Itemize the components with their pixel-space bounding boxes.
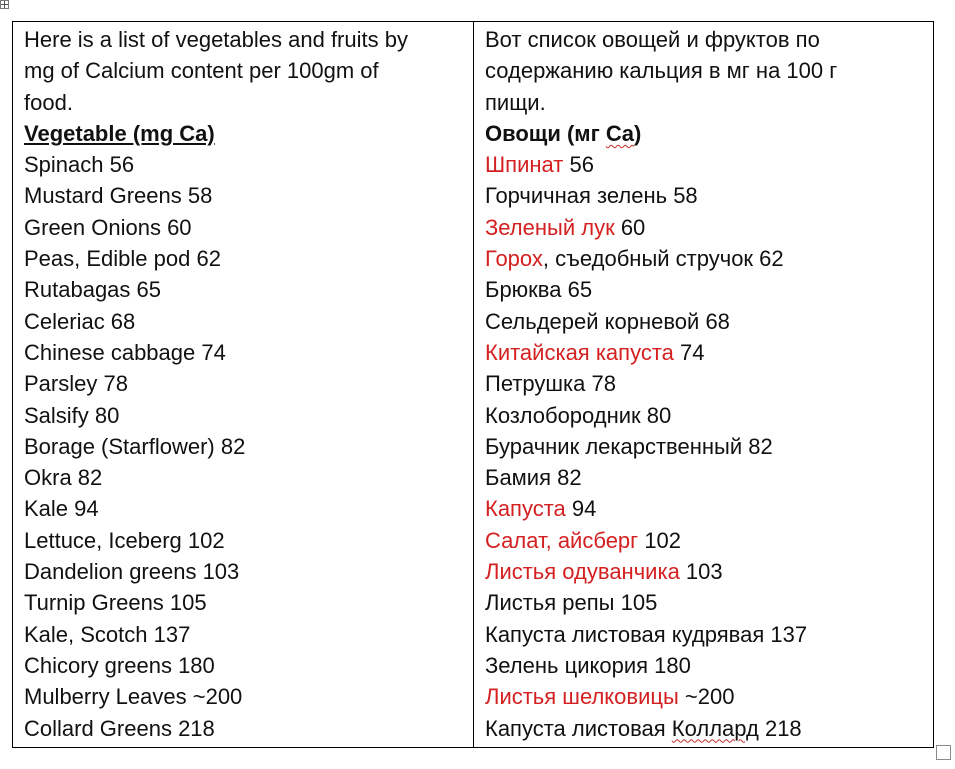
- highlighted-term: Шпинат: [485, 152, 564, 178]
- list-item: [485, 212, 923, 243]
- list-item: [485, 713, 923, 744]
- spellcheck-word: Коллард: [671, 715, 759, 741]
- item-text: Зелень цикория 180: [485, 652, 691, 678]
- list-item: Parsley 78: [24, 371, 128, 397]
- list-item: Dandelion greens 103: [24, 559, 240, 585]
- highlighted-term: Зеленый лук: [485, 214, 615, 240]
- intro-text-line: Вот список овощей и фруктов по: [485, 27, 820, 52]
- list-item: [485, 180, 923, 211]
- english-column[interactable]: [13, 22, 474, 748]
- list-item: [485, 337, 923, 368]
- list-item: Mulberry Leaves ~200: [24, 684, 243, 710]
- list-item: Turnip Greens 105: [24, 590, 207, 616]
- intro-text-line: Here is a list of vegetables and fruits by: [24, 27, 408, 52]
- item-text: 74: [673, 339, 705, 365]
- list-item: [485, 619, 923, 650]
- list-item: Kale, Scotch 137: [24, 621, 191, 647]
- list-item: [485, 400, 923, 431]
- intro-text-line: содержанию кальция в мг на 100 г: [485, 58, 838, 84]
- list-item: Okra 82: [24, 465, 103, 491]
- list-item: [485, 368, 923, 399]
- item-text: ~200: [678, 684, 735, 710]
- highlighted-term: Листья шелковицы: [485, 684, 679, 710]
- list-item: Green Onions 60: [24, 214, 192, 240]
- calcium-content-table: [12, 21, 934, 748]
- list-item: Collard Greens 218: [24, 715, 215, 741]
- item-text: , съедобный стручок 62: [542, 246, 784, 272]
- intro-text-line: mg of Calcium content per 100gm of: [24, 58, 379, 84]
- intro-text-line: пищи.: [485, 89, 546, 115]
- list-item: [485, 306, 923, 337]
- highlighted-term: Китайская капуста: [485, 339, 674, 365]
- list-item: [485, 556, 923, 587]
- table-move-handle-icon[interactable]: [0, 0, 9, 9]
- item-text: Листья репы 105: [485, 590, 658, 616]
- list-item: Borage (Starflower) 82: [24, 433, 246, 459]
- list-item: Chinese cabbage 74: [24, 339, 226, 365]
- item-text: Капуста листовая кудрявая 137: [485, 621, 808, 647]
- list-item: Kale 94: [24, 496, 99, 522]
- vegetable-heading: Vegetable (mg Ca): [24, 120, 215, 146]
- intro-text-line: food.: [24, 89, 73, 115]
- list-item: Celeriac 68: [24, 308, 136, 334]
- vegetable-heading: [485, 118, 923, 149]
- russian-vegetable-list: [485, 149, 923, 744]
- list-item: Chicory greens 180: [24, 652, 215, 678]
- list-item: Salsify 80: [24, 402, 120, 428]
- list-item: Peas, Edible pod 62: [24, 246, 221, 272]
- list-item: Rutabagas 65: [24, 277, 161, 303]
- item-text: Бурачник лекарственный 82: [485, 433, 773, 459]
- english-vegetable-list: [24, 149, 463, 744]
- item-text: 60: [614, 214, 646, 240]
- item-text: 218: [758, 715, 802, 741]
- spellcheck-word: Ca: [605, 120, 634, 146]
- list-item: [485, 274, 923, 305]
- highlighted-term: Салат, айсберг: [485, 527, 639, 553]
- heading-text: ): [634, 120, 642, 146]
- item-text: Брюква 65: [485, 277, 593, 303]
- item-text: 102: [638, 527, 682, 553]
- item-text: 103: [679, 559, 723, 585]
- item-text: 56: [563, 152, 594, 178]
- list-item: [485, 587, 923, 618]
- list-item: Spinach 56: [24, 152, 135, 178]
- list-item: [485, 525, 923, 556]
- highlighted-term: Листья одуванчика: [485, 559, 680, 585]
- item-text: Капуста листовая: [485, 715, 672, 741]
- item-text: Козлобородник 80: [485, 402, 672, 428]
- item-text: 94: [565, 496, 597, 522]
- item-text: Сельдерей корневой 68: [485, 308, 730, 334]
- list-item: [485, 493, 923, 524]
- russian-column[interactable]: [474, 22, 934, 748]
- list-item: [485, 149, 923, 180]
- item-text: Бамия 82: [485, 465, 582, 491]
- highlighted-term: Горох: [485, 246, 543, 272]
- list-item: [485, 681, 923, 712]
- list-item: [485, 431, 923, 462]
- list-item: Lettuce, Iceberg 102: [24, 527, 225, 553]
- list-item: [485, 462, 923, 493]
- table-row: [13, 22, 934, 748]
- list-item: [485, 243, 923, 274]
- heading-text: Овощи (мг: [485, 120, 606, 146]
- item-text: Петрушка 78: [485, 371, 616, 397]
- list-item: Mustard Greens 58: [24, 183, 213, 209]
- highlighted-term: Капуста: [485, 496, 566, 522]
- list-item: [485, 650, 923, 681]
- table-resize-handle-icon[interactable]: [936, 745, 951, 760]
- item-text: Горчичная зелень 58: [485, 183, 698, 209]
